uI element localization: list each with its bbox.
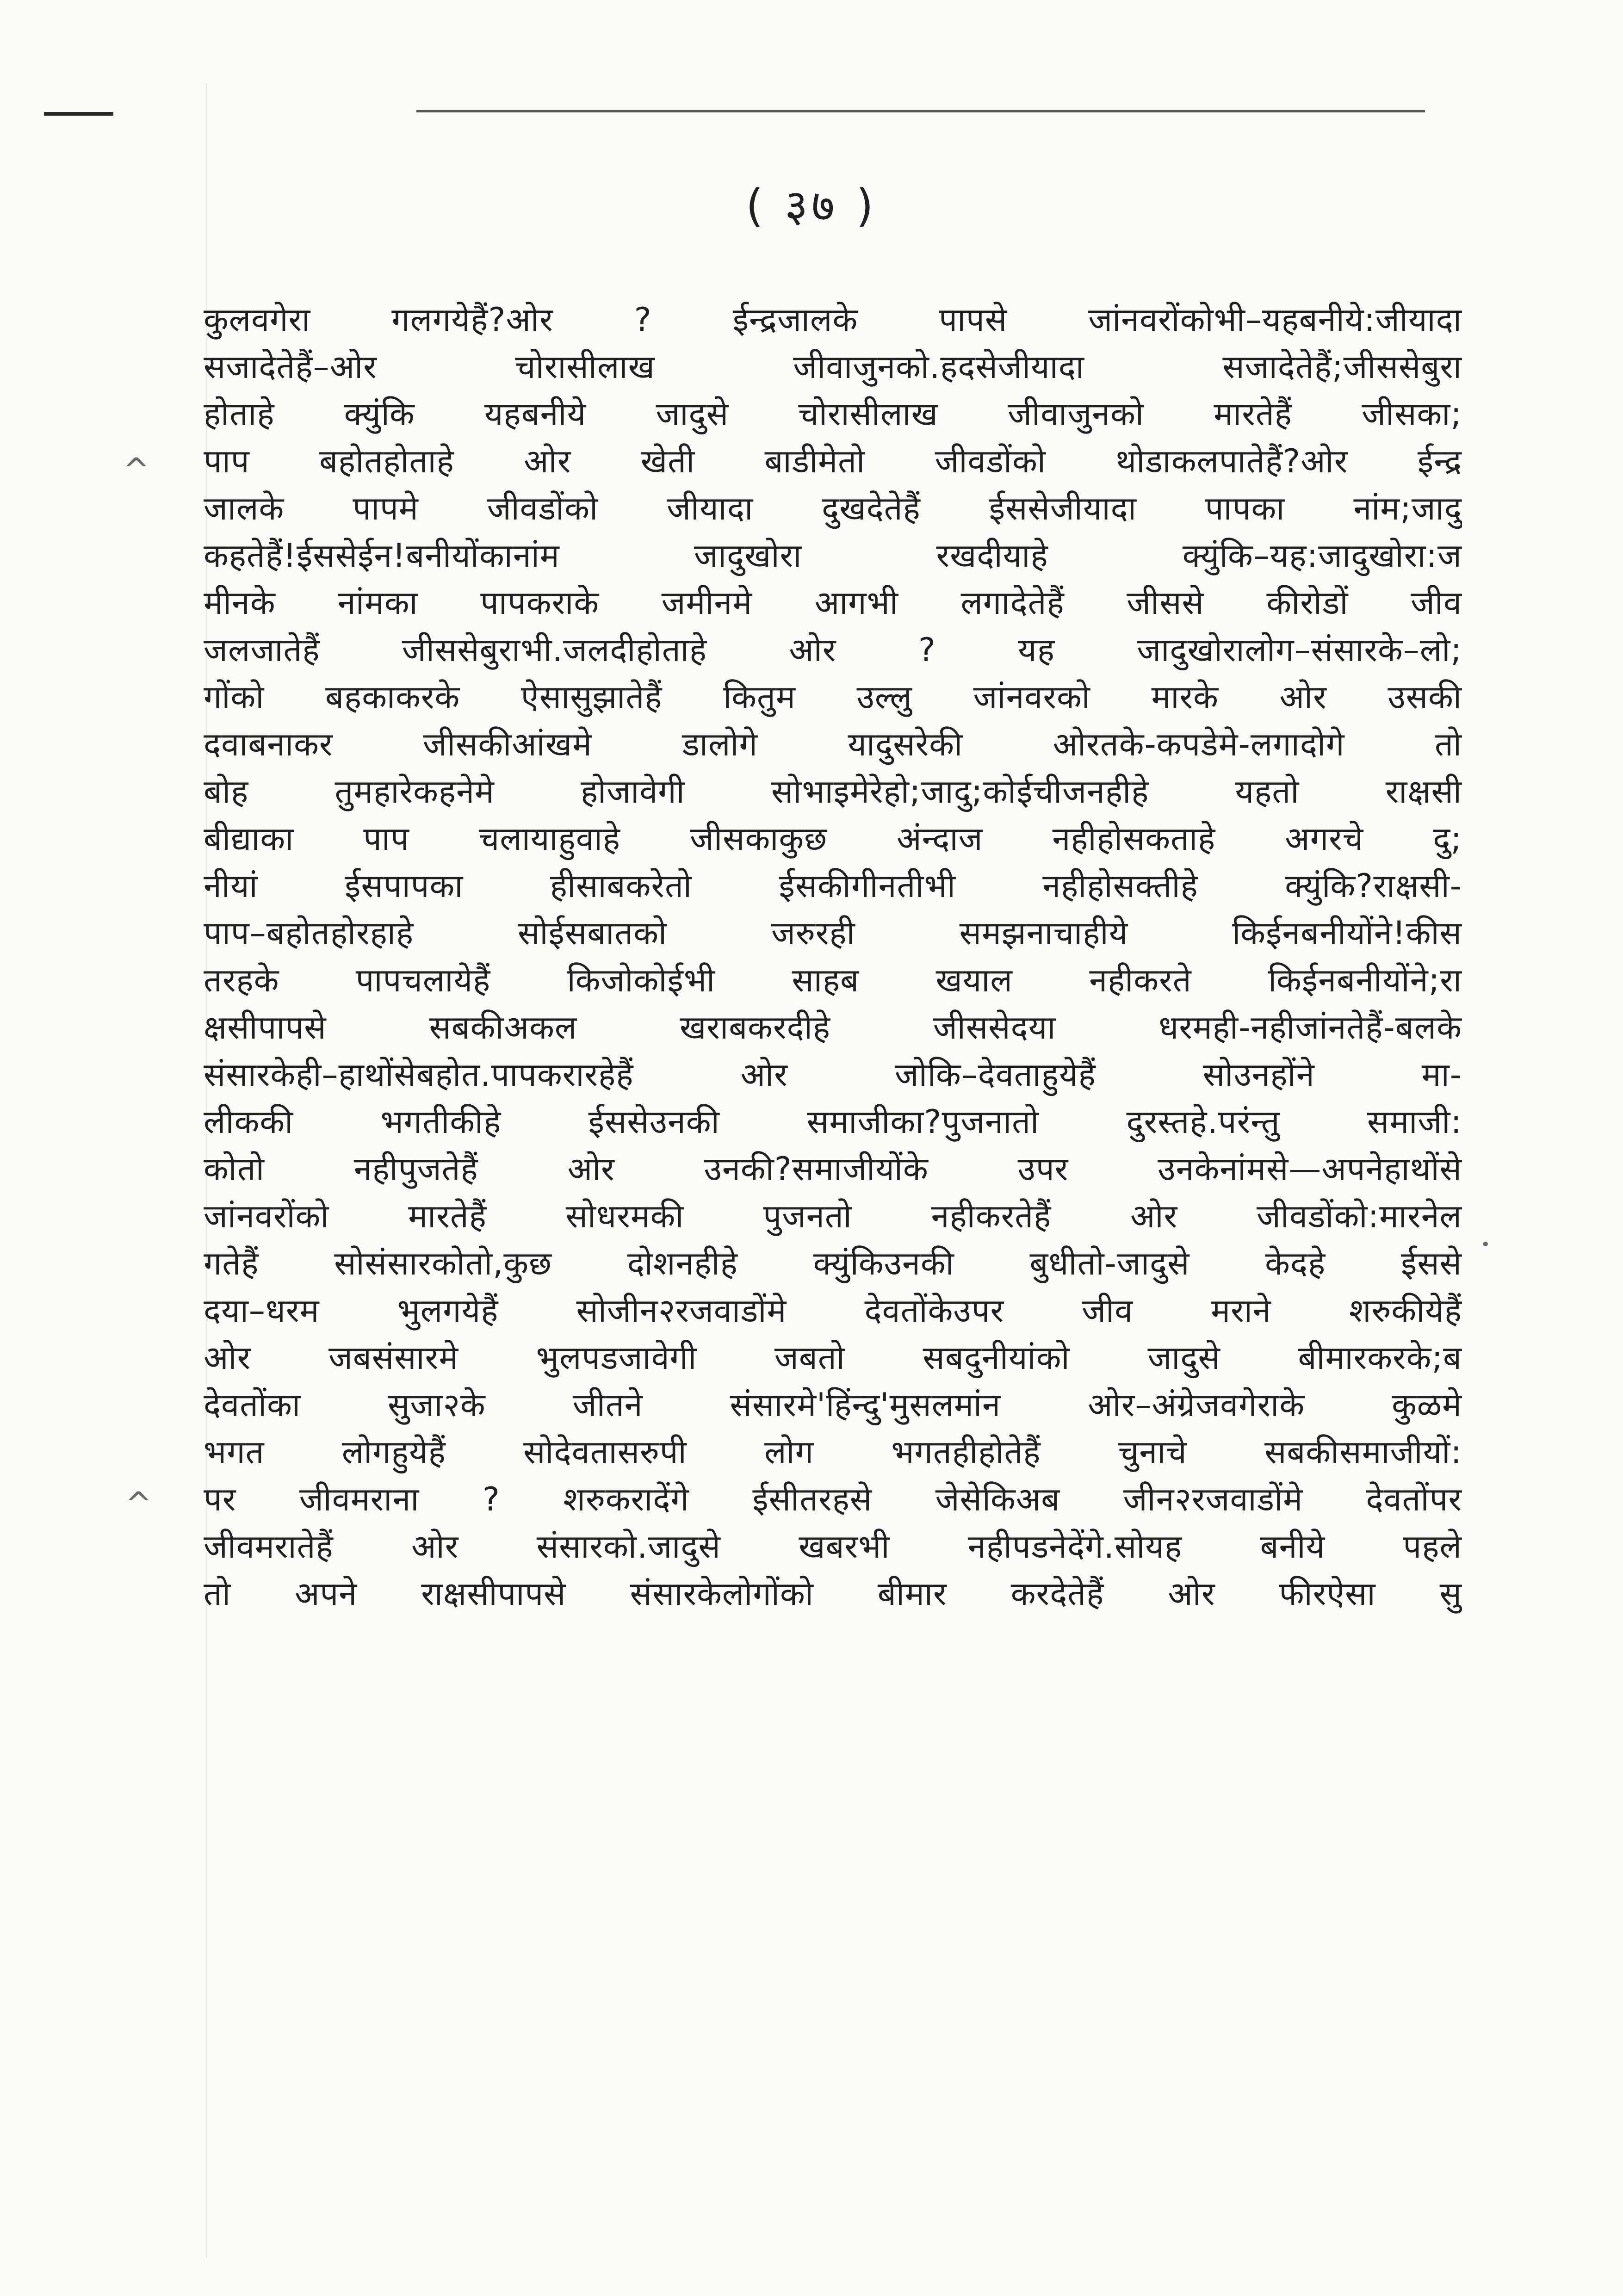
margin-caret-mark: ^: [123, 451, 150, 489]
text-line: कोतो नहीपुजतेहैं ओर उनकी?समाजीयोंके उपर उनकेनांमसे—अपनेहाथोंसे: [204, 1150, 1462, 1188]
page-number: ( ३७ ): [746, 180, 877, 232]
text-line: कुलवगेरा गलगयेहैं?ओर ? ईन्द्रजालके पापसे जांनवरोंकोभी–यहबनीये:जीयादा: [204, 301, 1462, 339]
text-line: तो अपने राक्षसीपापसे संसारकेलोगोंको बीमार करदेतेहैं ओर फीरऐसा सु: [204, 1575, 1462, 1613]
header-rule: [416, 110, 1425, 112]
body-text: [204, 296, 1462, 2211]
text-line: दया–धरम भुलगयेहैं सोजीन२रजवाडोंमे देवतोंकेउपर जीव मराने शरुकीयेहैं: [204, 1292, 1462, 1330]
text-line: गतेहैं सोसंसारकोतो,कुछ दोशनहीहे क्युंकिउनकी बुधीतो-जादुसे केदहे ईससे: [204, 1244, 1462, 1282]
text-line: पर जीवमराना ? शरुकरादेंगे ईसीतरहसे जेसेकिअब जीन२रजवाडोंमे देवतोंपर: [204, 1480, 1462, 1518]
text-line: संसारकेही–हाथोंसेबहोत.पापकरारहेहैं ओर जोकि–देवताहुयेहैं सोउनहोंने मा-: [204, 1056, 1462, 1094]
text-line: देवतोंका सुजा२के जीतने संसारमे'हिंन्दु'मुसलमांन ओर–अंग्रेजवगेराके कुळमे: [204, 1386, 1462, 1424]
margin-dot-mark: •: [1481, 1235, 1491, 1254]
text-line: जांनवरोंको मारतेहैं सोधरमकी पुजनतो नहीकरतेहैं ओर जीवडोंको:मारनेल: [204, 1197, 1462, 1235]
margin-caret-mark: ^: [125, 1485, 152, 1523]
text-line: क्षसीपापसे सबकीअकल खराबकरदीहे जीससेदया धरमही-नहीजांनतेहैं-बलके: [204, 1009, 1462, 1046]
text-line: तरहके पापचलायेहैं किजोकोईभी साहब खयाल नहीकरते किईनबनीयोंने;रा: [204, 961, 1462, 999]
margin-rule: [44, 112, 113, 116]
text-line: होताहे क्युंकि यहबनीये जादुसे चोरासीलाख जीवाजुनको मारतेहैं जीसका;: [204, 395, 1462, 433]
text-line: जीवमरातेहैं ओर संसारको.जादुसे खबरभी नहीपडनेदेंगे.सोयह बनीये पहले: [204, 1528, 1462, 1566]
text-line: कहतेहैं!ईससेईन!बनीयोंकानांम जादुखोरा रखदीयाहे क्युंकि–यह:जादुखोरा:ज: [204, 537, 1462, 575]
text-line: बीद्याका पाप चलायाहुवाहे जीसकाकुछ अंन्दाज नहीहोसकताहे अगरचे दु;: [204, 820, 1462, 858]
text-line: गोंको बहकाकरके ऐसासुझातेहैं कितुम उल्लु जांनवरको मारके ओर उसकी: [204, 678, 1462, 716]
text-line: ओर जबसंसारमे भुलपडजावेगी जबतो सबदुनीयांको जादुसे बीमारकरके;ब: [204, 1339, 1462, 1377]
text-line: पाप–बहोतहोरहाहे सोईसबातको जरुरही समझनाचाहीये किईनबनीयोंने!कीस: [204, 914, 1462, 952]
text-line: पाप बहोतहोताहे ओर खेती बाडीमेतो जीवडोंको थोडाकलपातेहैं?ओर ईन्द्र: [204, 442, 1462, 480]
text-line: लीककी भगतीकीहे ईससेउनकी समाजीका?पुजनातो दुरस्तहे.परंन्तु समाजी:: [204, 1103, 1462, 1141]
text-line: भगत लोगहुयेहैं सोदेवतासरुपी लोग भगतहीहोतेहैं चुनाचे सबकीसमाजीयों:: [204, 1433, 1462, 1471]
text-line: जालके पापमे जीवडोंको जीयादा दुखदेतेहैं ईससेजीयादा पापका नांम;जादु: [204, 489, 1462, 527]
text-line: मीनके नांमका पापकराके जमीनमे आगभी लगादेतेहैं जीससे कीरोडों जीव: [204, 584, 1462, 622]
text-line: बोह तुमहारेकहनेमे होजावेगी सोभाइमेरेहो;जादु;कोईचीजनहीहे यहतो राक्षसी: [204, 773, 1462, 811]
text-line: जलजातेहैं जीससेबुराभी.जलदीहोताहे ओर ? यह जादुखोरालोग–संसारके–लो;: [204, 631, 1462, 669]
text-line: नीयां ईसपापका हीसाबकरेतो ईसकीगीनतीभी नहीहोसक्तीहे क्युंकि?राक्षसी-: [204, 867, 1462, 905]
text-line: दवाबनाकर जीसकीआंखमे डालोगे यादुसरेकी ओरतके-कपडेमे-लगादोगे तो: [204, 725, 1462, 763]
text-line: सजादेतेहैं–ओर चोरासीलाख जीवाजुनको.हदसेजीयादा सजादेतेहैं;जीससेबुरा: [204, 348, 1462, 386]
